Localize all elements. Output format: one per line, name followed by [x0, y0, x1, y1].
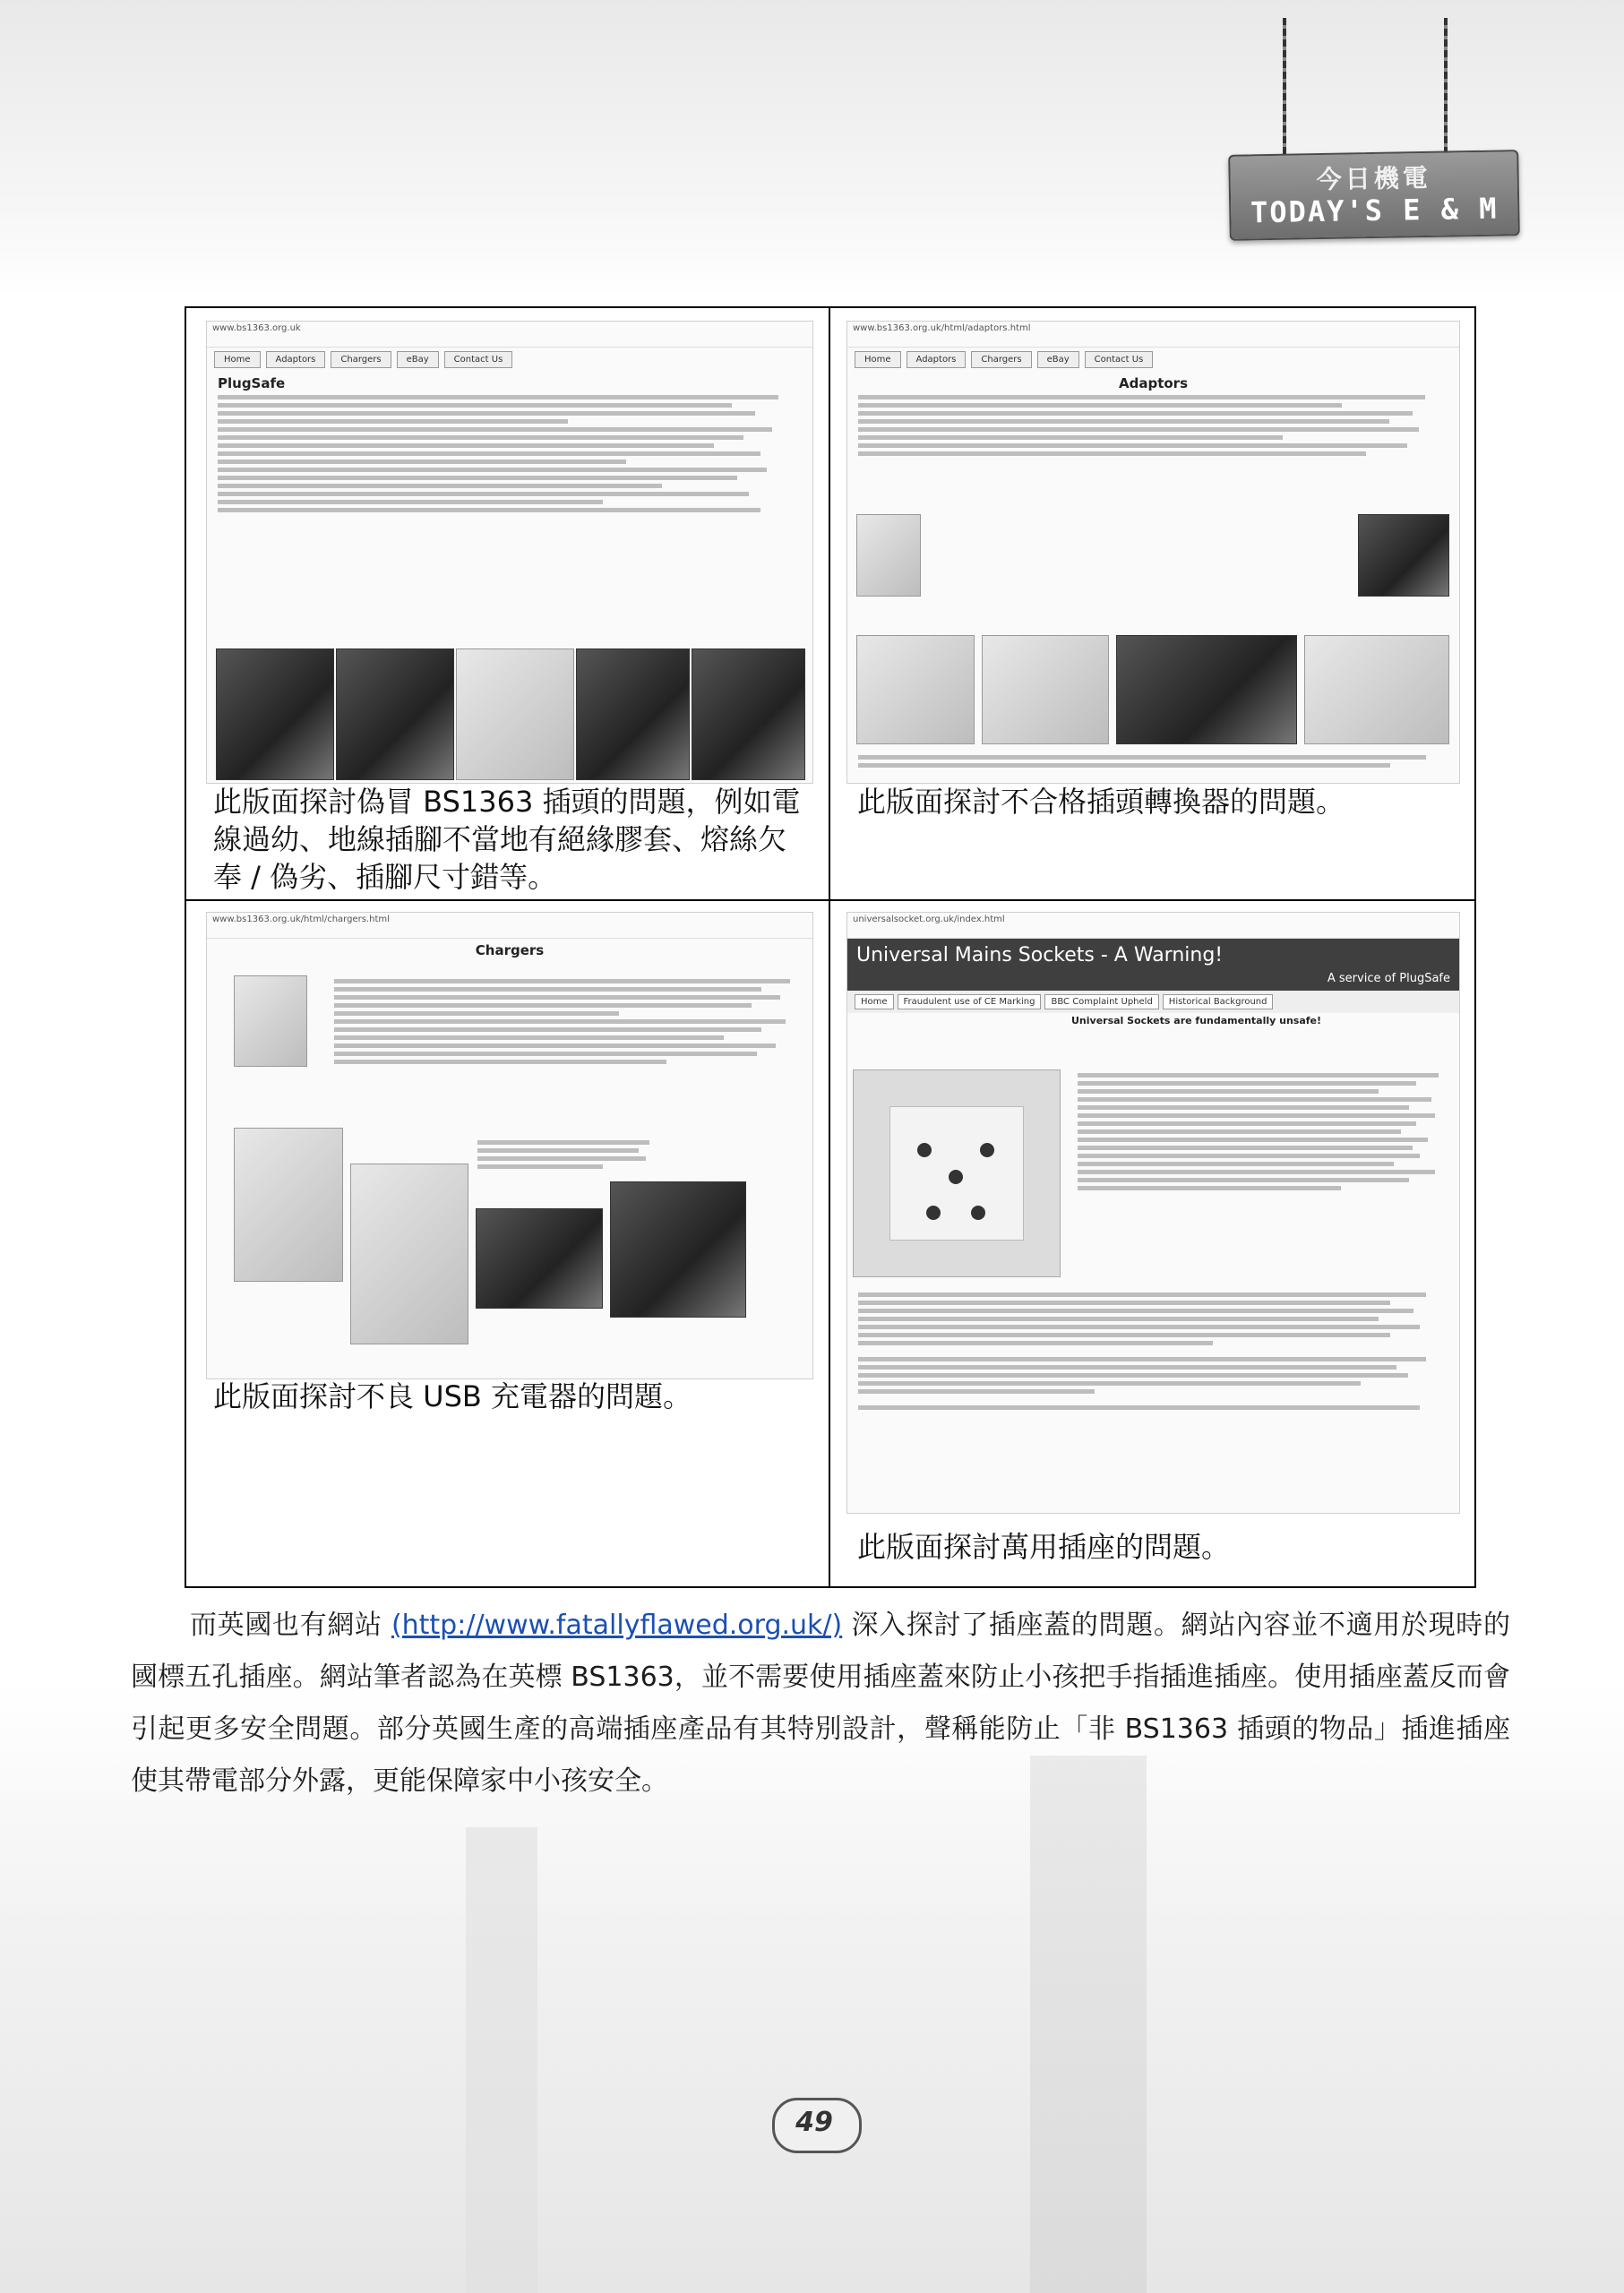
text-block — [847, 395, 1459, 456]
url-bar: www.bs1363.org.uk/html/adaptors.html — [853, 323, 1031, 333]
text-block — [467, 1137, 667, 1172]
site-header — [847, 939, 1459, 991]
paragraph-text: 而英國也有網站 — [190, 1610, 391, 1641]
sign-title-zh: 今日機電 — [1316, 162, 1431, 195]
text-block — [323, 975, 813, 1068]
socket-hole — [971, 1206, 985, 1220]
website-screenshot — [846, 321, 1460, 784]
chain-icon — [1444, 18, 1448, 154]
site-title: Universal Mains Sockets - A Warning! — [856, 944, 1224, 966]
screenshot-heading: PlugSafe — [218, 375, 286, 391]
page-number: 49 — [795, 2107, 833, 2138]
nav-item: Contact Us — [1085, 351, 1154, 368]
paragraph-text: 深入探討了插座蓋的問題。網站內容並不適用於現時的國標五孔插座。網站筆者認為在英標 BS1363，並不需要使用插座蓋來防止小孩把手指插進插座。使用插座蓋反而會引起更多安全問題。部分英國生產的高端插座產品有其特別設計，聲稱能防止「非 BS1363 插頭的物品」插進插座使其帶電部分外露，更能保障家中小孩安全。 — [131, 1610, 1510, 1797]
socket-face — [889, 1106, 1024, 1241]
nav-item: BBC Complaint Upheld — [1044, 994, 1158, 1009]
nav-item: eBay — [1037, 351, 1079, 368]
adaptor-photo — [982, 635, 1109, 744]
website-link[interactable]: (http://www.fatallyflawed.org.uk/) — [391, 1610, 843, 1641]
url-bar: www.bs1363.org.uk — [212, 323, 301, 333]
text-block — [207, 395, 812, 512]
website-screenshot — [846, 912, 1460, 1514]
figure-cell — [830, 901, 1474, 1586]
nav-item: Contact Us — [444, 351, 513, 368]
plug-photo — [692, 648, 805, 780]
background-building — [1030, 1756, 1147, 2293]
text-block — [1067, 1069, 1460, 1194]
plug-photo — [336, 648, 454, 780]
header-background — [0, 0, 1624, 296]
bookmarks-bar — [207, 926, 812, 939]
nav-item: Chargers — [331, 351, 391, 368]
adaptor-photo — [1116, 635, 1297, 744]
charger-photo — [610, 1181, 746, 1318]
site-nav — [847, 348, 1459, 372]
socket-hole — [917, 1143, 932, 1157]
figure-caption: 此版面探討不良 USB 充電器的問題。 — [213, 1379, 692, 1413]
sign-title-en: TODAY'S E & M — [1250, 191, 1499, 230]
nav-item: Adaptors — [266, 351, 326, 368]
figure-caption: 此版面探討偽冒 BS1363 插頭的問題，例如電線過幼、地線插腳不當地有絕緣膠套、熔絲欠奉 / 偽劣、插腳尺寸錯等。 — [213, 785, 801, 894]
portrait-photo — [234, 975, 307, 1067]
screenshot-heading: Universal Sockets are fundamentally unsafe! — [1071, 1015, 1322, 1026]
adaptor-photo — [1304, 635, 1449, 744]
nav-item: Home — [855, 351, 901, 368]
socket-hole — [926, 1206, 941, 1220]
socket-photo — [853, 1069, 1061, 1277]
bookmarks-bar — [207, 335, 812, 348]
nav-item: Fraudulent use of CE Marking — [898, 994, 1042, 1009]
figure-caption: 此版面探討萬用插座的問題。 — [857, 1530, 1231, 1564]
site-nav — [207, 348, 812, 372]
nav-item: Home — [214, 351, 261, 368]
figure-cell — [186, 308, 829, 899]
text-block — [847, 751, 1460, 771]
bookmarks-bar — [847, 926, 1459, 939]
website-screenshot — [206, 321, 813, 784]
text-block — [847, 1289, 1460, 1413]
figure-caption: 此版面探討不合格插頭轉換器的問題。 — [857, 785, 1345, 819]
charger-photo — [350, 1164, 468, 1344]
socket-hole — [949, 1170, 963, 1184]
chain-icon — [1283, 18, 1286, 154]
adaptor-photo — [1358, 514, 1449, 597]
screenshot-heading: Adaptors — [1118, 375, 1188, 391]
website-screenshot — [206, 912, 813, 1379]
site-nav — [847, 991, 1459, 1013]
nav-item: eBay — [397, 351, 439, 368]
figure-cell — [186, 901, 829, 1586]
page-number-badge — [765, 2094, 864, 2157]
adaptor-photo — [856, 514, 921, 597]
charger-photo — [234, 1128, 343, 1282]
site-subtitle: A service of PlugSafe — [1327, 972, 1450, 985]
nav-item: Chargers — [971, 351, 1031, 368]
background-building — [466, 1827, 537, 2293]
nav-item: Historical Background — [1163, 994, 1274, 1009]
charger-photo — [476, 1208, 603, 1309]
url-bar: www.bs1363.org.uk/html/chargers.html — [212, 915, 390, 924]
screenshot-heading: Chargers — [475, 942, 545, 958]
section-sign — [1228, 150, 1520, 241]
url-bar: universalsocket.org.uk/index.html — [853, 915, 1005, 924]
plug-photo — [216, 648, 334, 780]
plug-photo — [576, 648, 690, 780]
plug-photo — [456, 648, 574, 780]
bookmarks-bar — [847, 335, 1459, 348]
body-paragraph — [131, 1600, 1510, 1808]
adaptor-photo — [856, 635, 975, 744]
socket-hole — [980, 1143, 994, 1157]
figure-grid — [185, 306, 1476, 1588]
figure-cell — [830, 308, 1474, 899]
nav-item: Home — [855, 994, 894, 1009]
nav-item: Adaptors — [907, 351, 967, 368]
